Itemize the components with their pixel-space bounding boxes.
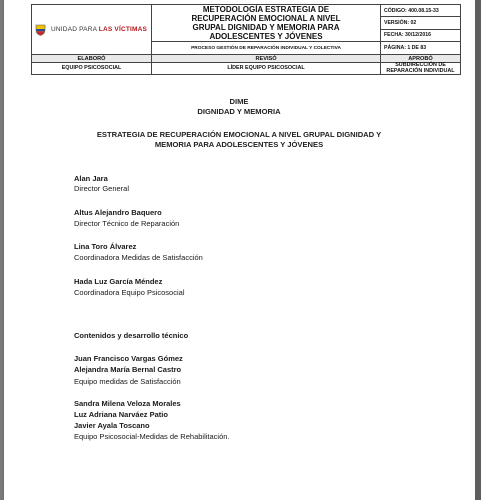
col-aprobo: APROBÓ xyxy=(381,55,461,63)
intro-line-dignidad: DIGNIDAD Y MEMORIA xyxy=(197,107,281,116)
contributor-name: Juan Francisco Vargas Gómez xyxy=(74,354,183,363)
intro-heading xyxy=(64,97,414,117)
strategy-heading xyxy=(64,130,414,150)
val-aprobo xyxy=(381,63,461,75)
strategy-line: MEMORIA PARA ADOLESCENTES Y JÓVENES xyxy=(154,140,324,149)
process-name: PROCESO GESTIÓN DE REPARACIÓN INDIVIDUAL Y COLECTIVA xyxy=(152,42,381,55)
document-title xyxy=(152,5,381,42)
unidad-victimas-logo xyxy=(35,24,148,36)
version-field: VERSIÓN: 02 xyxy=(381,17,461,29)
logo-brand-accent: LAS VÍCTIMAS xyxy=(98,26,148,33)
person-role: Director Técnico de Reparación xyxy=(74,219,180,228)
person-role: Director General xyxy=(74,184,130,193)
page-field: PÁGINA: 1 DE 83 xyxy=(381,42,461,55)
vertical-scrollbar[interactable] xyxy=(475,0,481,500)
person-role: Coordinadora Equipo Psicosocial xyxy=(74,288,185,297)
col-elaboro: ELABORÓ xyxy=(32,55,152,63)
val-reviso: LÍDER EQUIPO PSICOSOCIAL xyxy=(152,63,381,75)
person-name: Hada Luz García Méndez xyxy=(74,277,163,286)
val-elaboro: EQUIPO PSICOSOCIAL xyxy=(32,63,152,75)
contributor-role: Equipo Psicosocial-Medidas de Rehabilitación. xyxy=(74,432,230,441)
val-aprobo-line: REPARACIÓN INDIVIDUAL xyxy=(386,67,455,74)
title-line: METODOLOGÍA ESTRATEGIA DE xyxy=(202,5,330,14)
col-reviso: REVISÓ xyxy=(152,55,381,63)
contributor-name: Sandra Milena Veloza Morales xyxy=(74,399,181,408)
title-line: RECUPERACIÓN EMOCIONAL A NIVEL xyxy=(191,14,341,23)
coat-of-arms-icon xyxy=(35,24,46,36)
title-line: ADOLESCENTES Y JÓVENES xyxy=(209,32,323,41)
contributor-name: Alejandra María Bernal Castro xyxy=(74,365,182,374)
document-header-table xyxy=(31,4,461,75)
logo-brand: UNIDAD PARA xyxy=(51,26,99,33)
person-role: Coordinadora Medidas de Satisfacción xyxy=(74,253,203,262)
technical-heading: Contenidos y desarrollo técnico xyxy=(74,331,189,340)
person-name: Lina Toro Álvarez xyxy=(74,242,137,251)
intro-line-dime: DIME xyxy=(229,97,249,106)
date-field: FECHA: 30/12/2016 xyxy=(381,29,461,41)
person-name: Altus Alejandro Baquero xyxy=(74,208,162,217)
contributor-role: Equipo medidas de Satisfacción xyxy=(74,377,181,386)
contributor-name: Javier Ayala Toscano xyxy=(74,421,150,430)
document-page xyxy=(4,0,475,500)
title-line: GRUPAL DIGNIDAD Y MEMORIA PARA xyxy=(192,23,340,32)
contributor-name: Luz Adriana Narváez Patio xyxy=(74,410,168,419)
code-field: CÓDIGO: 400.08.15-33 xyxy=(381,5,461,17)
val-aprobo-line: SUBDIRECCIÓN DE xyxy=(395,62,446,68)
person-name: Alan Jara xyxy=(74,174,108,183)
logo-cell xyxy=(32,5,152,55)
strategy-line: ESTRATEGIA DE RECUPERACIÓN EMOCIONAL A NIVEL GRUPAL DIGNIDAD Y xyxy=(96,130,382,139)
